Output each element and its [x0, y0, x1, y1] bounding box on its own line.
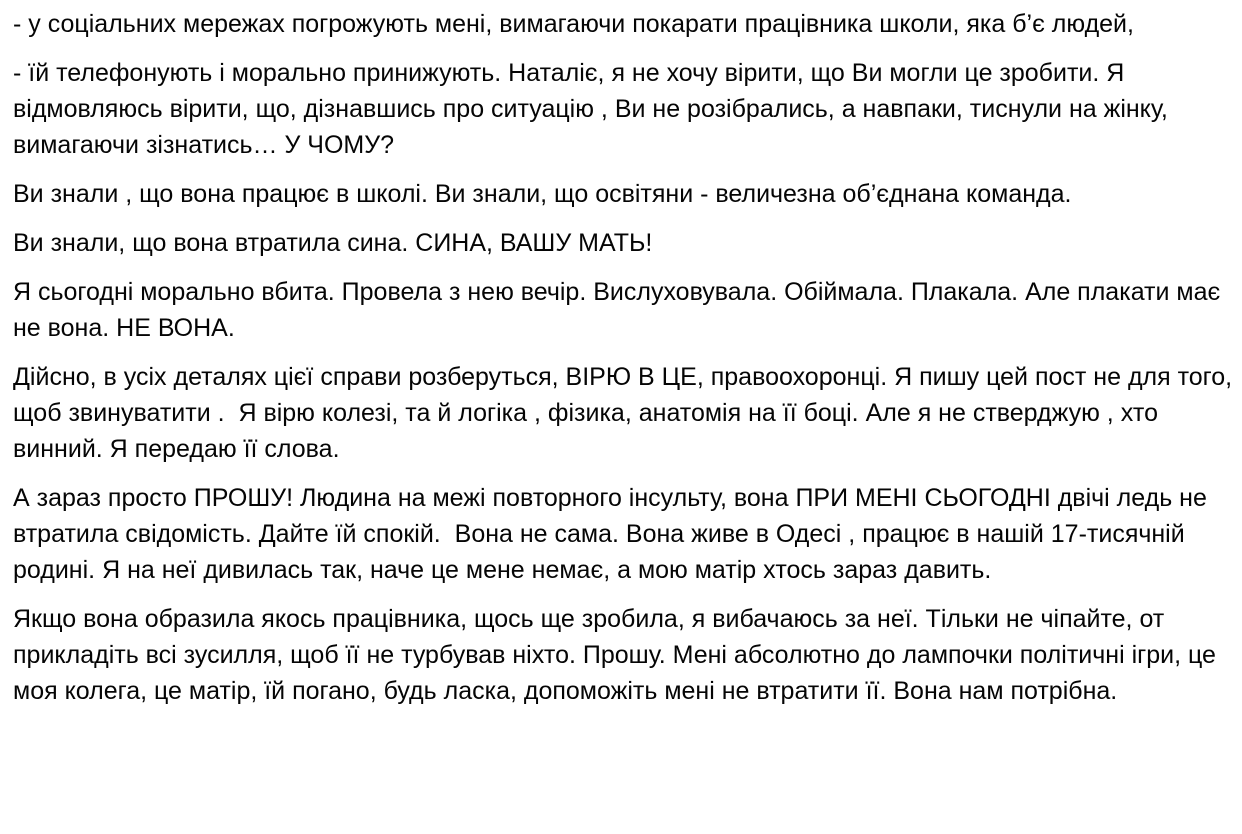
post-paragraph: - у соціальних мережах погрожують мені, вимагаючи покарати працівника школи, яка б’є людей, — [13, 10, 1134, 38]
post-paragraph: - їй телефонують і морально принижують. Наталіє, я не хочу вірити, що Ви могли це зробити. Я відмовляюсь вірити, що, дізнавшись про ситуацію , Ви не розібрались, а навпаки, тиснули на жінку, вимагаючи зізнатись… У ЧОМУ? — [13, 59, 1175, 159]
post-paragraph: Якщо вона образила якось працівника, щось ще зробила, я вибачаюсь за неї. Тільки не чіпайте, от прикладіть всі зусилля, щоб її не турбував ніхто. Прошу. Мені абсолютно до лампочки політичні ігри, це моя колега, це матір, їй погано, будь ласка, допоможіть мені не втратити її. Вона нам потрібна. — [13, 605, 1223, 705]
post-paragraph: Ви знали, що вона втратила сина. СИНА, ВАШУ МАТЬ! — [13, 229, 653, 257]
post-paragraph: Я сьогодні морально вбита. Провела з нею вечір. Вислуховувала. Обіймала. Плакала. Але плакати має не вона. НЕ ВОНА. — [13, 278, 1228, 342]
post-text-body — [13, 6, 1240, 709]
post-paragraph: Ви знали , що вона працює в школі. Ви знали, що освітяни - величезна об’єднана команда. — [13, 180, 1072, 208]
post-paragraph: А зараз просто ПРОШУ! Людина на межі повторного інсульту, вона ПРИ МЕНІ СЬОГОДНІ двічі ледь не втратила свідомість. Дайте їй спокій. Вона не сама. Вона живе в Одесі , працює в нашій 17-тисячній родині. Я на неї дивилась так, наче це мене немає, а мою матір хтось зараз давить. — [13, 484, 1214, 584]
post-paragraph: Дійсно, в усіх деталях цієї справи розберуться, ВІРЮ В ЦЕ, правоохоронці. Я пишу цей пост не для того, щоб звинуватити . Я вірю колезі, та й логіка , фізика, анатомія на її боці. Але я не стверджую , хто винний. Я передаю її слова. — [13, 363, 1240, 463]
